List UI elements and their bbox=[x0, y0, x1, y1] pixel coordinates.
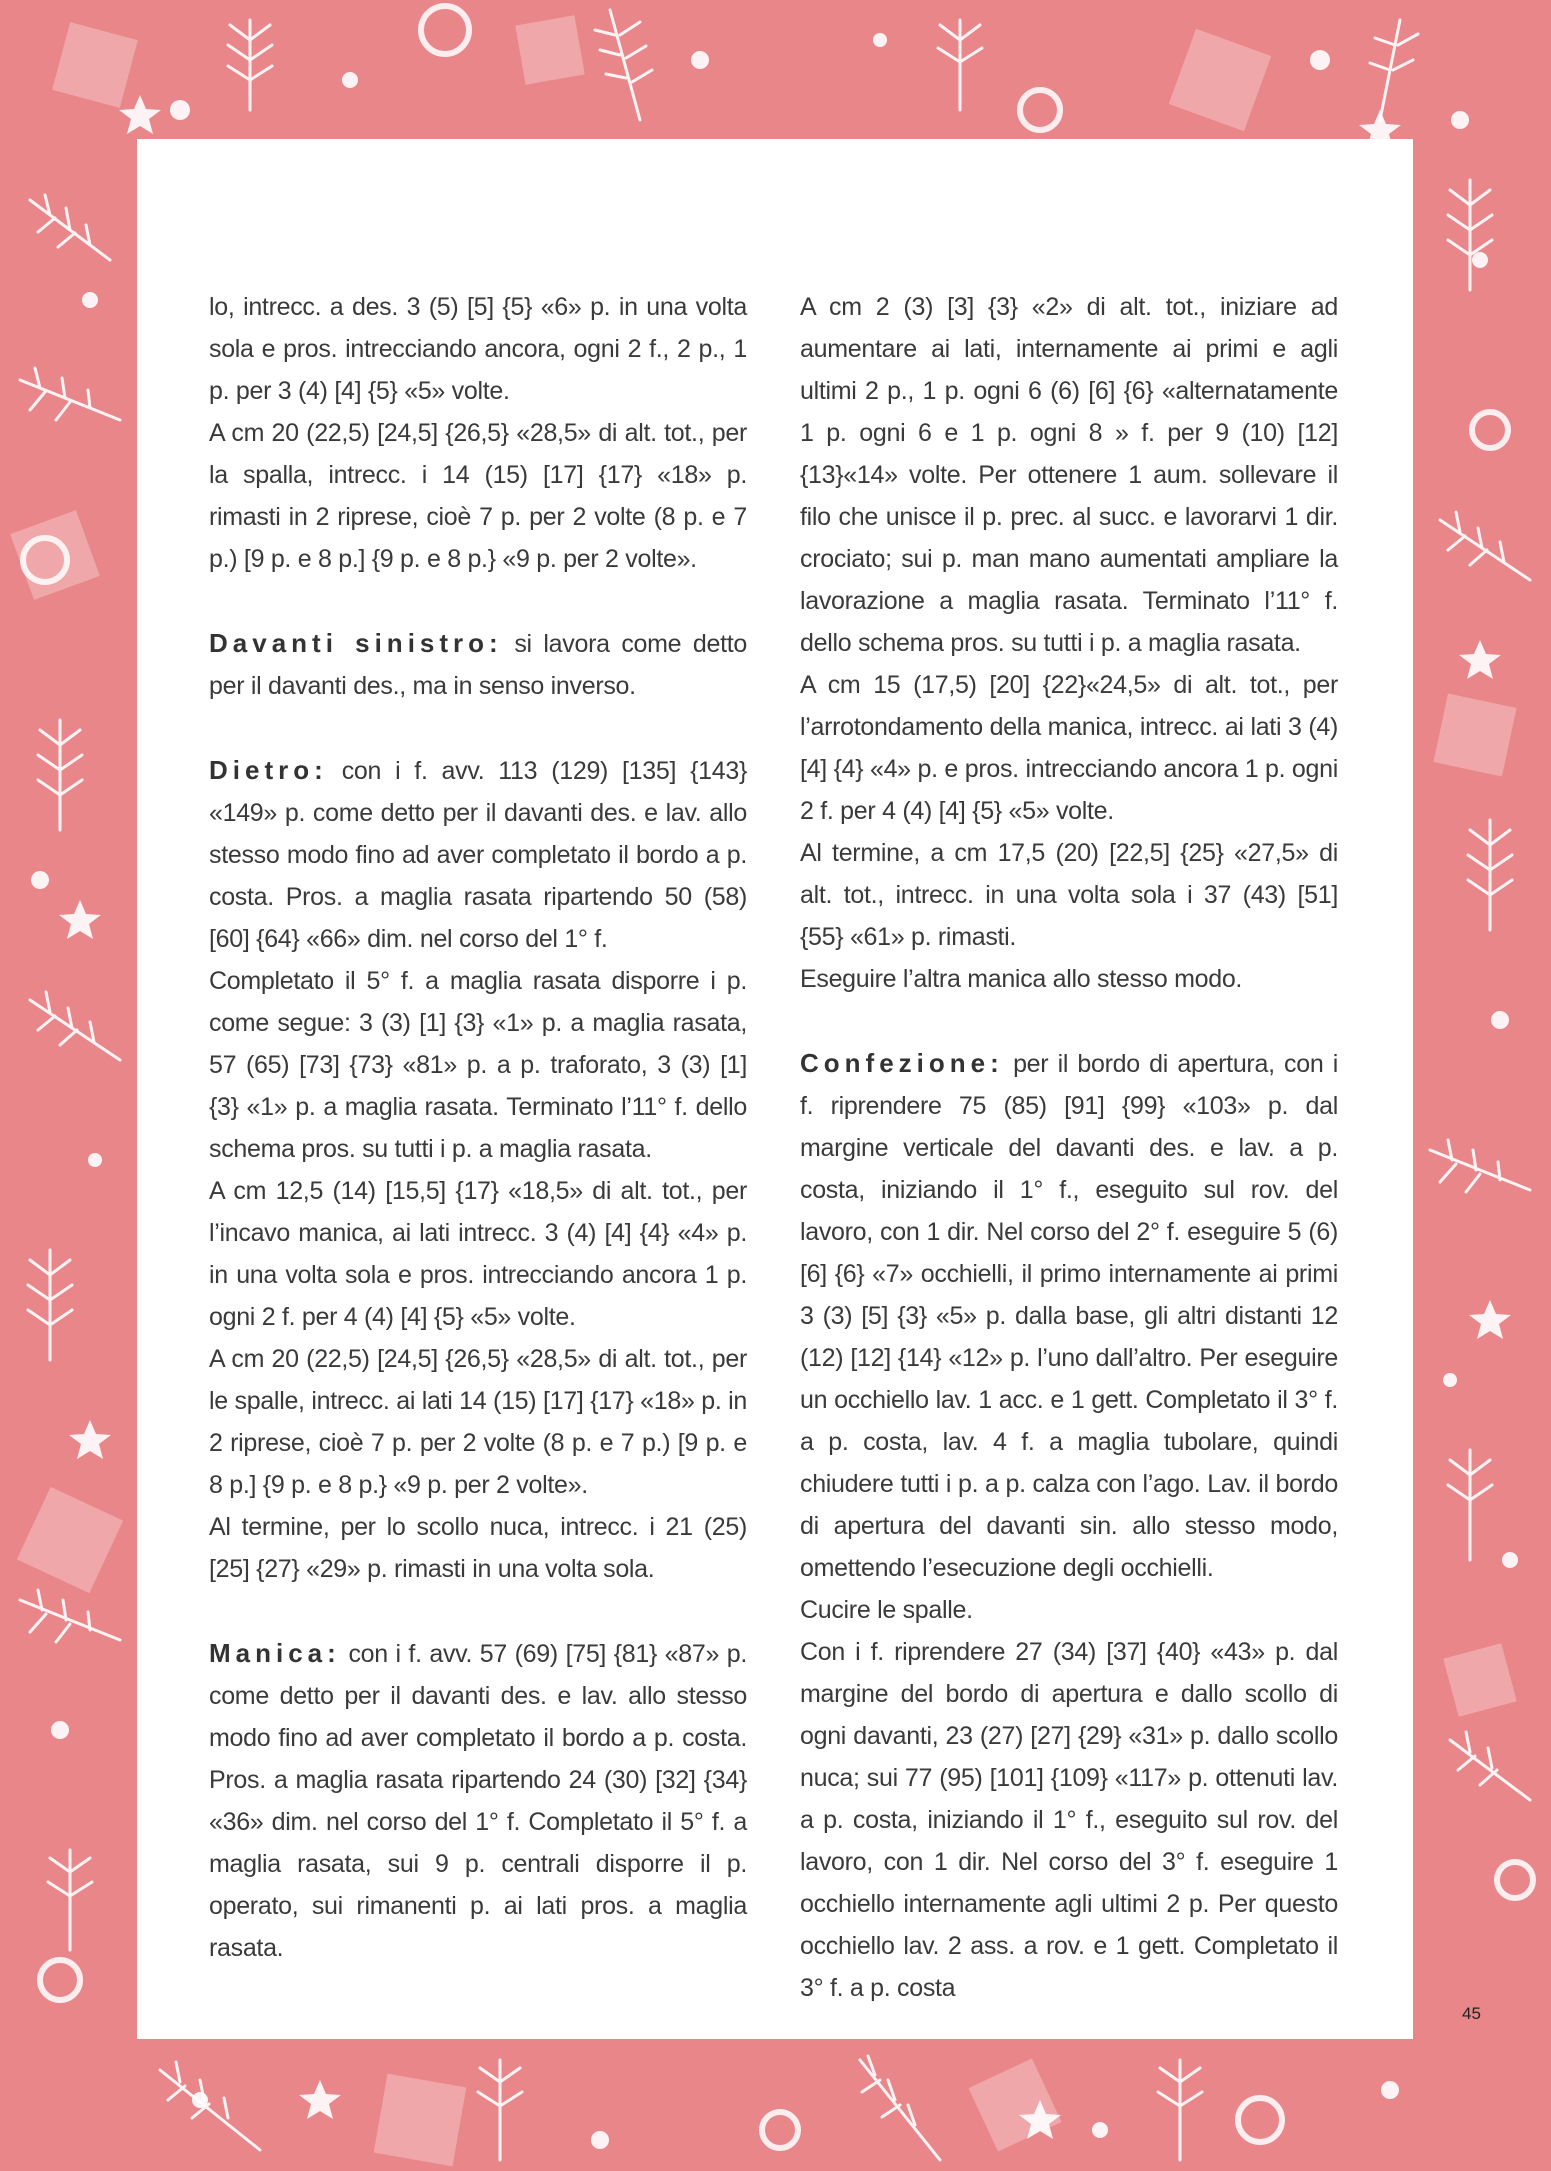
paragraph: Completato il 5° f. a maglia rasata disporre i p. come segue: 3 (3) [1] {3} «1» p. a maglia rasata, 57 (65) [73] {73} «81» p. a p. traforato, 3 (3) [1] {3} «1» p. a maglia rasata. Terminato l’11° f. dello schema pros. su tutti i p. a maglia rasata. bbox=[209, 967, 747, 1163]
section-heading: Confezione: bbox=[800, 1048, 1004, 1078]
right-column bbox=[800, 286, 1338, 2009]
spacer bbox=[209, 1590, 747, 1632]
section-heading: Davanti sinistro: bbox=[209, 628, 503, 658]
paragraph: Cucire le spalle. bbox=[800, 1596, 973, 1624]
spacer bbox=[209, 707, 747, 749]
confezione-section bbox=[800, 1042, 1338, 1589]
paragraph: A cm 2 (3) [3] {3} «2» di alt. tot., iniziare ad aumentare ai lati, internamente ai primi e agli ultimi 2 p., 1 p. ogni 6 (6) [6] {6} «alternatamente 1 p. ogni 6 e 1 p. ogni 8 » f. per 9 (10) [12] {13}«14» volte. Per ottenere 1 aum. sollevare il filo che unisce il p. prec. al succ. e lavorarvi 1 dir. crociato; sui p. man mano aumentati ampliare la lavorazione a maglia rasata. Terminato l’11° f. dello schema pros. su tutti i p. a maglia rasata. bbox=[800, 293, 1338, 657]
dietro-section bbox=[209, 749, 747, 960]
paragraph: Con i f. riprendere 27 (34) [37] {40} «43» p. dal margine del bordo di apertura e dallo scollo di ogni davanti, 23 (27) [27] {29} «31» p. dallo scollo nuca; sui 77 (95) [101] {109} «117» p. ottenuti lav. a p. costa, iniziando il 1° f., eseguito sul rov. del lavoro, con 1 dir. Nel corso del 3° f. eseguire 1 occhiello internamente agli ultimi 2 p. Per questo occhiello lav. 2 ass. a rov. e 1 gett. Completato il 3° f. a p. costa bbox=[800, 1638, 1338, 2002]
spacer bbox=[800, 1000, 1338, 1042]
paragraph: A cm 20 (22,5) [24,5] {26,5} «28,5» di alt. tot., per la spalla, intrecc. i 14 (15) [17] {17} «18» p. rimasti in 2 riprese, cioè 7 p. per 2 volte (8 p. e 7 p.) [9 p. e 8 p.] {9 p. e 8 p.} «9 p. per 2 volte». bbox=[209, 419, 747, 573]
paragraph: A cm 15 (17,5) [20] {22}«24,5» di alt. tot., per l’arrotondamento della manica, intrecc. ai lati 3 (4) [4] {4} «4» p. e pros. intrecciando ancora 1 p. ogni 2 f. per 4 (4) [4] {5} «5» volte. bbox=[800, 671, 1338, 825]
paragraph: A cm 12,5 (14) [15,5] {17} «18,5» di alt. tot., per l’incavo manica, ai lati intrecc. 3 (4) [4] {4} «4» p. in una volta sola e pros. intrecciando ancora 1 p. ogni 2 f. per 4 (4) [4] {5} «5» volte. bbox=[209, 1177, 747, 1331]
section-heading: Manica: bbox=[209, 1638, 341, 1668]
section-text: per il bordo di apertura, con i f. riprendere 75 (85) [91] {99} «103» p. dal margine verticale del davanti des. e lav. a p. costa, iniziando il 1° f., eseguito sul rov. del lavoro, con 1 dir. Nel corso del 2° f. eseguire 5 (6) [6] {6} «7» occhielli, il primo internamente ai primi 3 (3) [5] {3} «5» p. dalla base, gli altri distanti 12 (12) [12] {14} «12» p. l’uno dall’altro. Per eseguire un occhiello lav. 1 acc. e 1 gett. Completato il 3° f. a p. costa, lav. 4 f. a maglia tubolare, quindi chiudere tutti i p. a p. calza con l’ago. Lav. il bordo di apertura del davanti sin. allo stesso modo, omettendo l’esecuzione degli occhielli. bbox=[800, 1050, 1338, 1582]
section-text: con i f. avv. 57 (69) [75] {81} «87» p. come detto per il davanti des. e lav. allo stesso modo fino ad aver completato il bordo a p. costa. Pros. a maglia rasata ripartendo 24 (30) [32] {34} «36» dim. nel corso del 1° f. Completato il 5° f. a maglia rasata, sui 9 p. centrali disporre il p. operato, sui rimanenti p. ai lati pros. a maglia rasata. bbox=[209, 1640, 747, 1962]
section-text: si lavora come detto per il davanti des., ma in senso inverso. bbox=[209, 630, 747, 700]
section-heading: Dietro: bbox=[209, 755, 328, 785]
davanti-sinistro-section bbox=[209, 622, 747, 707]
manica-section bbox=[209, 1632, 747, 1969]
content-panel bbox=[137, 139, 1413, 2039]
paragraph: Eseguire l’altra manica allo stesso modo. bbox=[800, 965, 1243, 993]
left-column bbox=[209, 286, 747, 1969]
paragraph: Al termine, per lo scollo nuca, intrecc. i 21 (25) [25] {27} «29» p. rimasti in una volta sola. bbox=[209, 1513, 747, 1583]
page-number: 45 bbox=[1462, 2004, 1481, 2023]
paragraph: Al termine, a cm 17,5 (20) [22,5] {25} «27,5» di alt. tot., intrecc. in una volta sola i 37 (43) [51] {55} «61» p. rimasti. bbox=[800, 839, 1338, 951]
paragraph: lo, intrecc. a des. 3 (5) [5] {5} «6» p. in una volta sola e pros. intrecciando ancora, ogni 2 f., 2 p., 1 p. per 3 (4) [4] {5} «5» volte. bbox=[209, 293, 747, 405]
spacer bbox=[209, 580, 747, 622]
section-text: con i f. avv. 113 (129) [135] {143} «149» p. come detto per il davanti des. e lav. allo stesso modo fino ad aver completato il bordo a p. costa. Pros. a maglia rasata ripartendo 50 (58) [60] {64} «66» dim. nel corso del 1° f. bbox=[209, 757, 747, 953]
paragraph: A cm 20 (22,5) [24,5] {26,5} «28,5» di alt. tot., per le spalle, intrecc. ai lati 14 (15) [17] {17} «18» p. in 2 riprese, cioè 7 p. per 2 volte (8 p. e 7 p.) [9 p. e 8 p.] {9 p. e 8 p.} «9 p. per 2 volte». bbox=[209, 1345, 747, 1499]
